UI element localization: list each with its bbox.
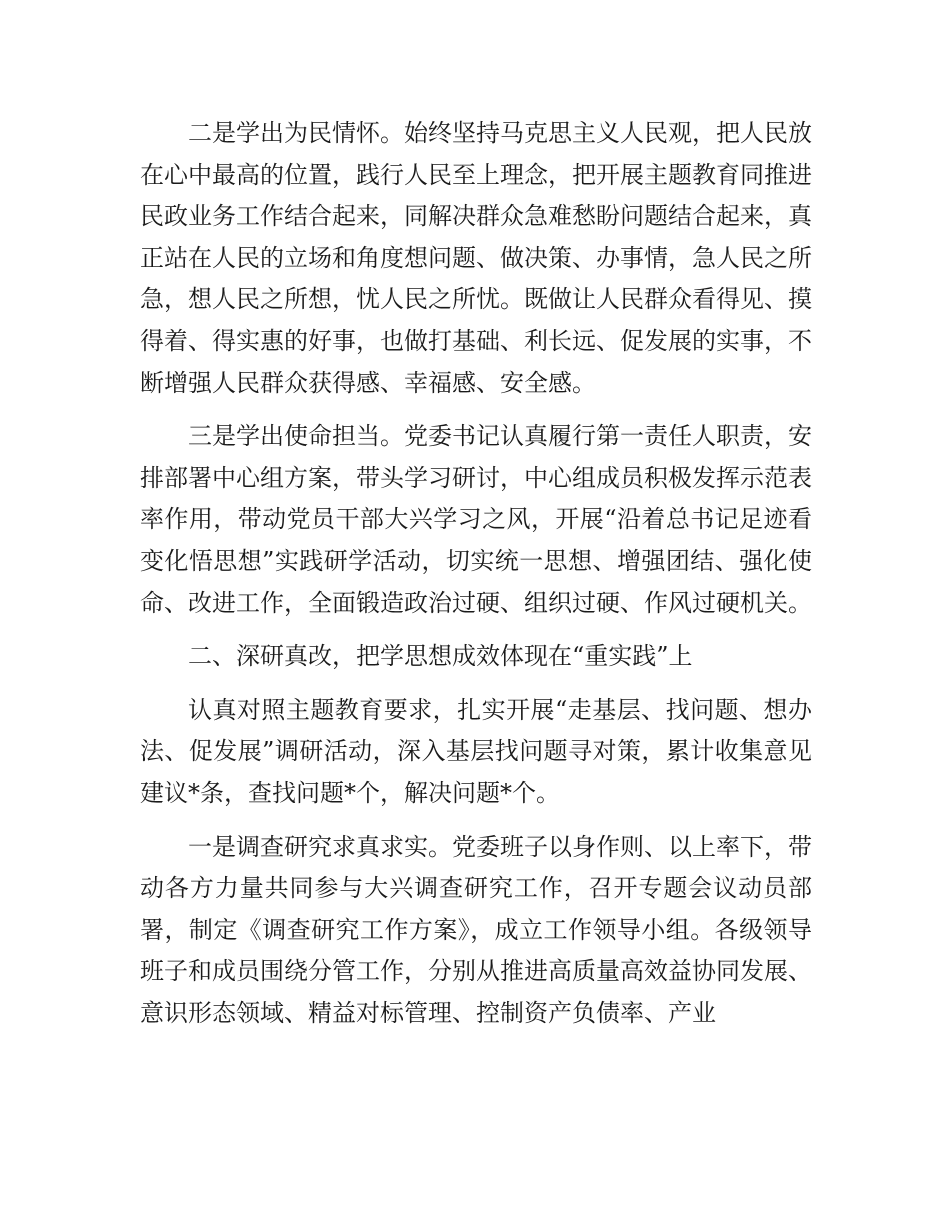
section-heading-practice: 二、深研真改，把学思想成效体现在“重实践”上 (188, 642, 693, 671)
document-page (140, 113, 812, 1046)
paragraph-research-activity: 认真对照主题教育要求，扎实开展“走基层、找问题、想办法、促发展”调研活动，深入基层找问题寻对策，累计收集意见建议*条，查找问题*个，解决问题*个。 (140, 695, 812, 807)
paragraph-investigation: 一是调查研究求真求实。党委班子以身作则、以上率下，带动各方力量共同参与大兴调查研究工作，召开专题会议动员部署，制定《调查研究工作方案》，成立工作领导小组。各级领导班子和成员围绕分管工作，分别从推进高质量高效益协同发展、意识形态领域、精益对标管理、控制资产负债率、产业 (140, 832, 812, 1027)
paragraph-people-sentiment: 二是学出为民情怀。始终坚持马克思主义人民观，把人民放在心中最高的位置，践行人民至上理念，把开展主题教育同推进民政业务工作结合起来，同解决群众急难愁盼问题结合起来，真正站在人民的立场和角度想问题、做决策、办事情，急人民之所急，想人民之所想，忧人民之所忧。既做让人民群众看得见、摸得着、得实惠的好事，也做打基础、利长远、促发展的实事，不断增强人民群众获得感、幸福感、安全感。 (140, 119, 812, 397)
paragraph-mission: 三是学出使命担当。党委书记认真履行第一责任人职责，安排部署中心组方案，带头学习研讨，中心组成员积极发挥示范表率作用，带动党员干部大兴学习之风，开展“沿着总书记足迹看变化悟思想”实践研学活动，切实统一思想、增强团结、强化使命、改进工作，全面锻造政治过硬、组织过硬、作风过硬机关。 (140, 422, 812, 617)
